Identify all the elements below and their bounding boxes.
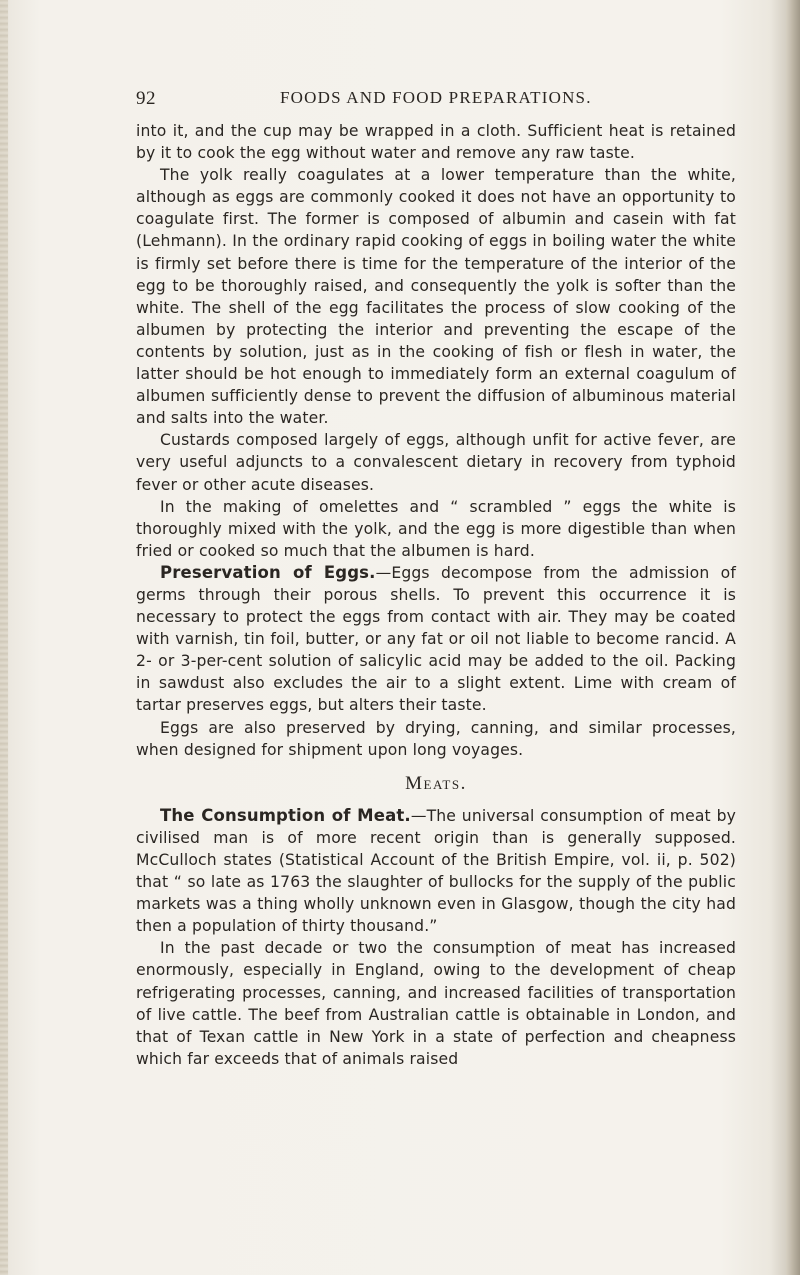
paragraph-yolk-coagulation: The yolk really coagulates at a lower temperature than the white, although as eggs are commonly cooked it does not have an opportunity to coagulate first. The former is composed of albumin and casein with fat (Lehmann). In the ordinary rapid cooking of eggs in boiling water the white is firmly set before there is time for the temperature of the interior of the egg to be thoroughly raised, and consequently the yolk is softer than the white. The shell of the egg facilitates the process of slow cooking of the albumen by protecting the interior and preventing the escape of the contents by solution, just as in the cooking of fish or flesh in water, the latter should be hot enough to immediately form an external coagulum of albumen sufficiently dense to prevent the diffusion of albuminous material and salts into the water. [136,166,736,428]
page-number: 92 [136,88,156,109]
section-title-meats: Meats. [405,772,467,794]
side-heading-preservation: Preservation of Eggs. [160,562,376,582]
running-head: FOODS AND FOOD PREPARATIONS. [280,88,592,107]
page-edge-shadow [786,0,800,1275]
paragraph-continuation: into it, and the cup may be wrapped in a cloth. Sufficient heat is retained by it to cook the egg without water and remove any raw taste. [136,122,736,163]
side-heading-consumption: The Consumption of Meat. [160,805,411,825]
page-body [136,120,736,1070]
consumption-text: —The universal consumption of meat by civilised man is of more recent origin than is generally supposed. McCulloch states (Statistical Account of the British Empire, vol. ii, p. 502) that “ so late as 1763 the slaughter of bullocks for the supply of the public markets was a thing wholly unknown even in Glasgow, though the city had then a population of thirty thousand.” [136,806,736,936]
paragraph-past-decade: In the past decade or two the consumption of meat has increased enormously, especially in England, owing to the development of cheap refrigerating processes, canning, and increased facilities of transportation of live cattle. The beef from Australian cattle is obtainable in London, and that of Texan cattle in New York in a state of perfection and cheapness which far exceeds that of animals raised [136,939,736,1068]
paragraph-consumption [136,805,736,938]
paragraph-custards: Custards composed largely of eggs, although unfit for active fever, are very useful adjuncts to a convalescent dietary in recovery from typhoid fever or other acute diseases. [136,431,736,494]
page-header [136,88,736,118]
paragraph-omelettes: In the making of omelettes and “ scrambled ” eggs the white is thoroughly mixed with the yolk, and the egg is more digestible than when fried or cooked so much that the albumen is hard. [136,497,736,560]
preservation-text: —Eggs decompose from the admission of germs through their porous shells. To prevent this occurrence it is necessary to protect the eggs from contact with air. They may be coated with varnish, tin foil, butter, or any fat or oil not liable to become rancid. A 2- or 3-per-cent solution of salicylic acid may be added to the oil. Packing in sawdust also excludes the air to a slight extent. Lime with cream of tartar preserves eggs, but alters their taste. [136,563,736,715]
paragraph-preservation [136,562,736,717]
paragraph-drying: Eggs are also preserved by drying, canning, and similar processes, when designed for shipment upon long voyages. [136,718,736,759]
binding-edge [0,0,8,1275]
